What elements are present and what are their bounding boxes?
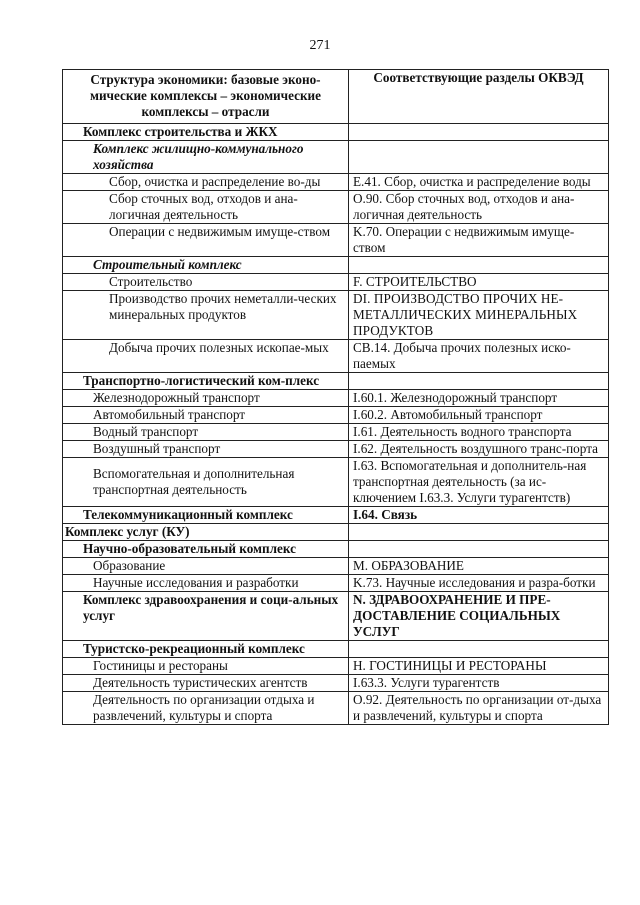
row-left: Комплекс услуг (КУ) — [63, 524, 349, 541]
row-right — [349, 124, 609, 141]
row-right: E.41. Сбор, очистка и распределение воды — [349, 174, 609, 191]
table-row — [63, 458, 609, 507]
header-okved: Соответствующие разделы ОКВЭД — [349, 70, 609, 124]
table-row — [63, 658, 609, 675]
row-right — [349, 541, 609, 558]
table-header-row — [63, 70, 609, 124]
table-row — [63, 124, 609, 141]
header-structure: Структура экономики: базовые эконо-мические комплексы – экономические комплексы – отрасли — [63, 70, 349, 124]
page-number: 271 — [309, 38, 331, 53]
table-row — [63, 257, 609, 274]
table-row — [63, 373, 609, 390]
row-right: N. ЗДРАВООХРАНЕНИЕ И ПРЕ-ДОСТАВЛЕНИЕ СОЦИАЛЬНЫХ УСЛУГ — [349, 592, 609, 641]
row-left: Деятельность туристических агентств — [63, 675, 349, 692]
table-row — [63, 407, 609, 424]
row-right: I.62. Деятельность воздушного транс-порта — [349, 441, 609, 458]
table-row — [63, 558, 609, 575]
row-left: Сбор сточных вод, отходов и ана-логичная деятельность — [63, 191, 349, 224]
table-row — [63, 675, 609, 692]
row-right: I.60.2. Автомобильный транспорт — [349, 407, 609, 424]
row-right: F. СТРОИТЕЛЬСТВО — [349, 274, 609, 291]
table-row — [63, 575, 609, 592]
table-row — [63, 224, 609, 257]
table-row — [63, 291, 609, 340]
row-left: Строительный комплекс — [63, 257, 349, 274]
row-right: I.64. Связь — [349, 507, 609, 524]
row-right: I.60.1. Железнодорожный транспорт — [349, 390, 609, 407]
row-right: O.92. Деятельность по организации от-дыха и развлечений, культуры и спорта — [349, 692, 609, 725]
okved-table — [62, 69, 609, 725]
table-row — [63, 507, 609, 524]
row-left: Научные исследования и разработки — [63, 575, 349, 592]
row-left: Гостиницы и рестораны — [63, 658, 349, 675]
row-left: Транспортно-логистический ком-плекс — [63, 373, 349, 390]
table-row — [63, 441, 609, 458]
row-left: Железнодорожный транспорт — [63, 390, 349, 407]
row-right — [349, 641, 609, 658]
row-right: DI. ПРОИЗВОДСТВО ПРОЧИХ НЕ-МЕТАЛЛИЧЕСКИХ МИНЕРАЛЬНЫХ ПРОДУКТОВ — [349, 291, 609, 340]
table-row — [63, 390, 609, 407]
table-row — [63, 541, 609, 558]
row-left: Сбор, очистка и распределение во-ды — [63, 174, 349, 191]
row-left: Научно-образовательный комплекс — [63, 541, 349, 558]
row-right: K.73. Научные исследования и разра-ботки — [349, 575, 609, 592]
row-left: Автомобильный транспорт — [63, 407, 349, 424]
row-left: Строительство — [63, 274, 349, 291]
row-left: Добыча прочих полезных ископае-мых — [63, 340, 349, 373]
table-row — [63, 191, 609, 224]
row-right: O.90. Сбор сточных вод, отходов и ана-логичная деятельность — [349, 191, 609, 224]
table-row — [63, 274, 609, 291]
row-left: Комплекс жилищно-коммунального хозяйства — [63, 141, 349, 174]
row-left: Образование — [63, 558, 349, 575]
row-right — [349, 524, 609, 541]
row-left: Комплекс здравоохранения и соци-альных услуг — [63, 592, 349, 641]
row-left: Воздушный транспорт — [63, 441, 349, 458]
table-row — [63, 340, 609, 373]
row-right: CB.14. Добыча прочих полезных иско-паемых — [349, 340, 609, 373]
row-right — [349, 141, 609, 174]
row-right — [349, 257, 609, 274]
table-row — [63, 524, 609, 541]
table-row — [63, 424, 609, 441]
row-right — [349, 373, 609, 390]
table-row — [63, 174, 609, 191]
row-right: I.63. Вспомогательная и дополнитель-ная транспортная деятельность (за ис-ключением I.63.3. Услуги турагентств) — [349, 458, 609, 507]
row-left: Водный транспорт — [63, 424, 349, 441]
row-right: M. ОБРАЗОВАНИЕ — [349, 558, 609, 575]
row-left: Телекоммуникационный комплекс — [63, 507, 349, 524]
row-left: Операции с недвижимым имуще-ством — [63, 224, 349, 257]
table-row — [63, 692, 609, 725]
row-left: Деятельность по организации отдыха и развлечений, культуры и спорта — [63, 692, 349, 725]
row-right: H. ГОСТИНИЦЫ И РЕСТОРАНЫ — [349, 658, 609, 675]
row-right: I.63.3. Услуги турагентств — [349, 675, 609, 692]
table-row — [63, 141, 609, 174]
row-left: Туристско-рекреационный комплекс — [63, 641, 349, 658]
row-right: I.61. Деятельность водного транспорта — [349, 424, 609, 441]
table-row — [63, 641, 609, 658]
row-right: K.70. Операции с недвижимым имуще-ством — [349, 224, 609, 257]
row-left: Вспомогательная и дополнительная транспортная деятельность — [63, 458, 349, 507]
table-row — [63, 592, 609, 641]
row-left: Производство прочих неметалли-ческих минеральных продуктов — [63, 291, 349, 340]
row-left: Комплекс строительства и ЖКХ — [63, 124, 349, 141]
